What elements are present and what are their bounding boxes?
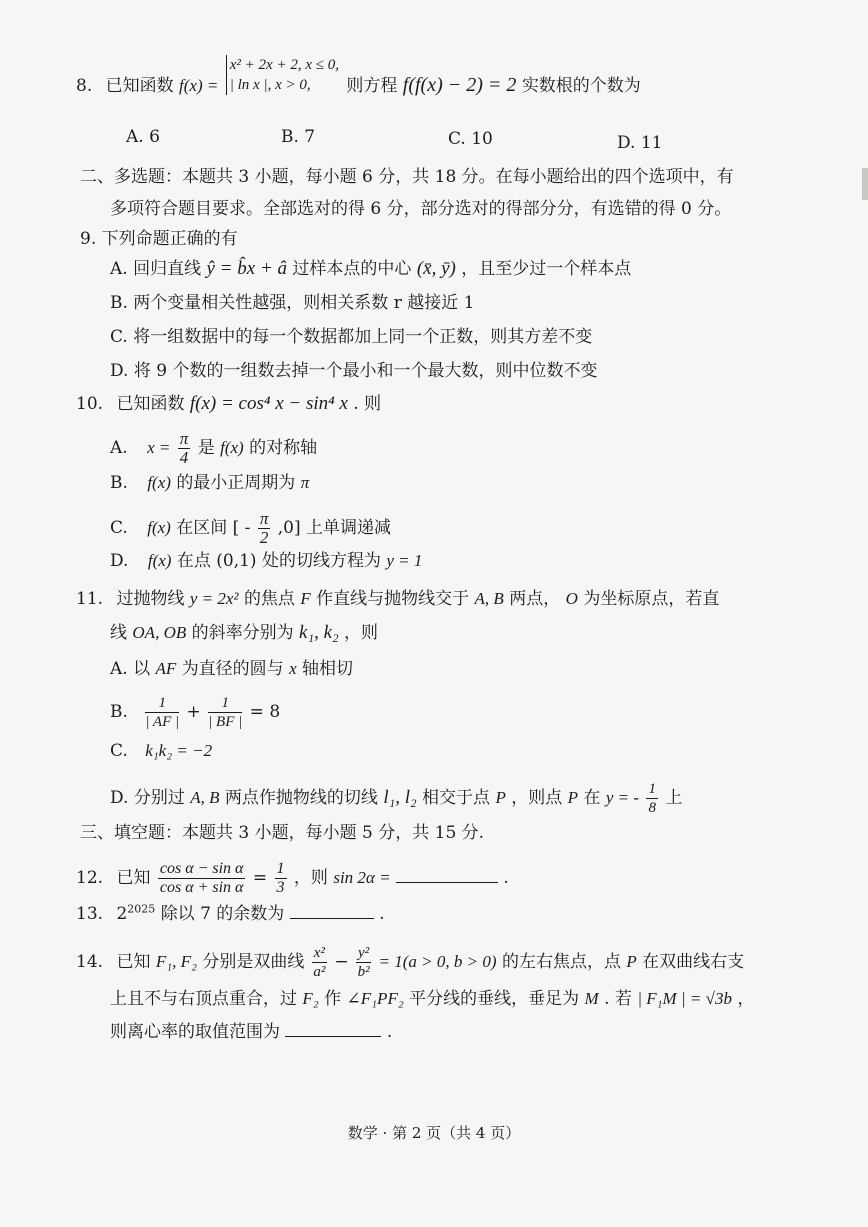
q10-a-fraction (178, 430, 191, 467)
q11-b-plus: + (186, 702, 201, 722)
q11-text-1a: 过抛物线 (116, 589, 185, 609)
q11-b-frac-2 (208, 694, 242, 731)
q14-b2: b² (357, 964, 370, 980)
q10-a-fx: f(x) (220, 438, 244, 457)
q10-b-val: π (300, 473, 310, 492)
q10-a-label: A. (110, 438, 128, 458)
q11-parabola: y = 2x² (189, 589, 239, 608)
q11-a-end: 轴相切 (302, 659, 354, 679)
q11-k: k₁, k₂ (299, 622, 339, 643)
q12-fraction (158, 860, 246, 897)
q10-stem (76, 393, 381, 415)
q11-text-1c: 作直线与抛物线交于 (316, 589, 470, 609)
q8-stem-a: 已知函数 (105, 76, 174, 96)
q14-text-2e: ， (737, 989, 755, 1009)
q11-b-den-1: | AF | (145, 714, 180, 730)
q10-c-fx: f(x) (147, 518, 171, 537)
q11-b-num-2: 1 (208, 694, 242, 713)
q13 (76, 902, 385, 925)
q10-a-lhs: x = (147, 438, 171, 457)
q9-stem: 9. 下列命题正确的有 (80, 229, 238, 249)
q11-d-mid2: 相交于点 (422, 788, 491, 808)
q12-rhs-num: 1 (276, 860, 285, 877)
q11-option-b (110, 694, 280, 731)
q10-b-label: B. (110, 473, 128, 493)
q9-option-c: C. 将一组数据中的每一个数据都加上同一个正数，则其方差不变 (110, 327, 593, 347)
q11-number: 11. (76, 589, 104, 609)
q9-option-b: B. 两个变量相关性越强，则相关系数 r 越接近 1 (110, 293, 475, 313)
q10-a-post: 的对称轴 (249, 438, 318, 458)
q11-line-1 (76, 588, 719, 610)
q12-end: . (503, 868, 509, 888)
q14-number: 14. (76, 952, 104, 972)
q11-text-2a: 线 (110, 623, 127, 643)
q9-a-pre: A. 回归直线 (110, 259, 202, 279)
q10-c-text: 在区间 (176, 518, 228, 538)
q10-a-text: 是 (197, 438, 215, 458)
q11-text-1e: 为坐标原点，若直 (583, 589, 720, 609)
q14-text-2a: 上且不与右顶点重合，过 (110, 989, 297, 1009)
q8-stem-b: 则方程 (346, 76, 398, 96)
q9-a-mid: 过样本点的中心 (292, 259, 412, 279)
q13-end: . (379, 904, 385, 924)
q12-mid: ，则 (293, 868, 328, 888)
q11-d-num: 1 (648, 781, 656, 797)
q12-rhs (275, 860, 287, 897)
q8-option-b: B. 7 (281, 127, 316, 147)
q10-c-den: 2 (259, 528, 269, 547)
q8-piecewise (226, 55, 339, 95)
q14-M: M (584, 989, 599, 1008)
q14-angle: ∠F₁PF₂ (346, 989, 404, 1008)
q8-option-c: C. 10 (448, 129, 493, 149)
section-2-text-2: 多项符合题目要求。全部选对的得 6 分，部分选对的得部分分，有选错的得 0 分。 (110, 199, 732, 219)
section-2-header-line-2 (110, 198, 731, 220)
q8-func: f(x) = (179, 76, 219, 95)
q8-equation: f(f(x) − 2) = 2 (402, 74, 517, 96)
section-3-header: 三、填空题：本题共 3 小题，每小题 5 分，共 15 分. (80, 823, 485, 843)
q13-text: 除以 7 的余数为 (160, 904, 285, 924)
q11-line-2 (110, 622, 378, 644)
q11-b-frac-1 (145, 694, 179, 731)
q14-text-1b: 分别是双曲线 (202, 952, 305, 972)
q9-a-regression: ŷ = b̂x + â (206, 258, 288, 279)
q11-b-label: B. (110, 702, 128, 722)
q12-pre: 已知 (116, 868, 151, 888)
q10-c-close: ,0] (277, 518, 301, 538)
q12-number: 12. (76, 868, 104, 888)
q10-d-mid: 处的切线方程为 (261, 551, 381, 571)
q14-text-1c: 的左右焦点，点 (501, 952, 621, 972)
q12-denominator: cos α + sin α (159, 879, 244, 896)
q11-c-label: C. (110, 741, 128, 761)
q10-c-fraction (258, 510, 271, 547)
q12 (76, 860, 509, 897)
q10-d-point: (0,1) (216, 551, 257, 571)
q11-d-lines: l₁, l₂ (383, 787, 417, 808)
q10-option-c (110, 510, 391, 547)
page-edge-mark (862, 168, 868, 200)
q11-d-P: P (495, 788, 506, 807)
q11-AB: A, B (474, 589, 504, 608)
q10-c-open: [ - (232, 518, 251, 538)
q11-d-pre: D. 分别过 (110, 788, 185, 808)
q11-a-pre: A. 以 (110, 659, 151, 679)
section-2-text-1: 二、多选题：本题共 3 小题，每小题 6 分，共 18 分。在每小题给出的四个选项中，有 (80, 167, 734, 187)
q14-condition: | F₁M | = √3b (637, 989, 732, 1008)
q8-stem-c: 实数根的个数为 (521, 76, 641, 96)
q11-c-eq: k₁k₂ = −2 (145, 741, 213, 760)
q8-option-d: D. 11 (617, 133, 663, 153)
q14-y2: y² (357, 945, 370, 961)
q9-option-a (110, 258, 631, 280)
q13-exponent: 2025 (127, 902, 156, 916)
q10-d-text: 在点 (176, 551, 211, 571)
q12-eq: = (252, 868, 268, 888)
q14-F2: F₂ (302, 989, 319, 1008)
q10-func: f(x) = cos⁴ x − sin⁴ x (189, 393, 348, 414)
q11-O: O (565, 589, 578, 608)
q11-OAOB: OA, OB (132, 623, 187, 642)
q11-option-c (110, 740, 212, 762)
q11-b-eq: = 8 (249, 702, 281, 722)
q13-answer-blank[interactable] (290, 902, 374, 919)
q10-b-text: 的最小正周期为 (176, 473, 296, 493)
q14-frac-y (356, 944, 371, 981)
q14-text-2c: 平分线的垂线，垂足为 (409, 989, 580, 1009)
q11-d-y: y = - (605, 788, 640, 807)
q9-a-center: (x̄, ȳ) (416, 258, 456, 279)
q13-number: 13. (76, 904, 104, 924)
page-footer: 数学 · 第 2 页（共 4 页） (347, 1124, 521, 1142)
q14-text-1d: 在双曲线右支 (642, 952, 745, 972)
q13-base: 2 (116, 904, 128, 924)
q14-frac-x (312, 944, 327, 981)
q14-P: P (626, 952, 637, 971)
q11-F: F (300, 589, 311, 608)
q14-line-3 (110, 1020, 392, 1043)
q10-number: 10. (76, 394, 104, 414)
q12-rhs-den: 3 (276, 879, 285, 896)
q11-a-post: 为直径的圆与 (181, 659, 284, 679)
q11-a-af: AF (155, 659, 177, 678)
q14-line-1 (76, 944, 744, 981)
q14-x2: x² (313, 945, 325, 961)
q11-d-den: 8 (648, 800, 656, 816)
q12-answer-blank[interactable] (396, 866, 498, 883)
q11-option-a (110, 658, 353, 680)
q8-piece-2: | ln x |, x > 0, (229, 76, 311, 93)
q14-minus: − (334, 952, 349, 972)
q14-foci: F₁, F₂ (155, 952, 197, 971)
q11-text-2c: ，则 (344, 623, 379, 643)
section-2-header-line-1 (80, 166, 734, 188)
q11-d-mid4: 在 (583, 788, 601, 808)
q11-d-ab: A, B (190, 788, 220, 807)
q10-stem-b: . 则 (353, 394, 382, 414)
q14-equation: = 1(a > 0, b > 0) (378, 952, 497, 971)
q10-d-label: D. (110, 551, 129, 571)
q11-text-1b: 的焦点 (243, 589, 295, 609)
q10-d-eq: y = 1 (386, 551, 423, 570)
q14-a2: a² (313, 964, 326, 980)
q14-text-3: 则离心率的取值范围为 (110, 1022, 280, 1042)
q14-text-2b: 作 (324, 989, 342, 1009)
q14-answer-blank[interactable] (285, 1020, 381, 1037)
q10-c-post: 上单调递减 (306, 518, 392, 538)
q10-option-b (110, 472, 309, 494)
q11-option-d (110, 780, 682, 817)
q11-d-mid3: ，则点 (511, 788, 563, 808)
q10-a-den: 4 (179, 448, 189, 467)
q8-number: 8. (76, 76, 93, 96)
q9-a-post: ，且至少过一个样本点 (461, 259, 632, 279)
q14-line-2 (110, 988, 754, 1010)
q10-c-num: π (259, 509, 269, 528)
q10-option-a (110, 430, 317, 467)
q9-option-d: D. 将 9 个数的一组数去掉一个最小和一个最大数，则中位数不变 (110, 361, 598, 381)
q12-target: sin 2α = (333, 868, 391, 887)
q12-numerator: cos α − sin α (159, 860, 244, 877)
q11-b-den-2: | BF | (208, 714, 243, 730)
q14-end: . (386, 1022, 393, 1042)
q11-d-frac (646, 780, 658, 817)
q8-option-a: A. 6 (126, 127, 160, 147)
q11-text-2b: 的斜率分别为 (191, 623, 294, 643)
q10-option-d (110, 550, 422, 572)
q10-c-label: C. (110, 518, 128, 538)
q14-text-2d: . 若 (604, 989, 632, 1009)
q10-b-fx: f(x) (147, 473, 171, 492)
q11-b-num-1: 1 (145, 694, 179, 713)
question-8 (76, 56, 641, 97)
q11-text-1d: 两点， (509, 589, 561, 609)
q10-d-fx: f(x) (147, 551, 172, 570)
q11-d-mid: 两点作抛物线的切线 (224, 788, 378, 808)
q11-d-P2: P (567, 788, 579, 807)
q10-a-num: π (179, 429, 189, 448)
q8-piece-1: x² + 2x + 2, x ≤ 0, (229, 56, 339, 73)
q10-stem-a: 已知函数 (116, 394, 185, 414)
q14-text-1a: 已知 (116, 952, 151, 972)
q11-d-end: 上 (665, 788, 683, 808)
q11-a-x: x (289, 659, 297, 678)
